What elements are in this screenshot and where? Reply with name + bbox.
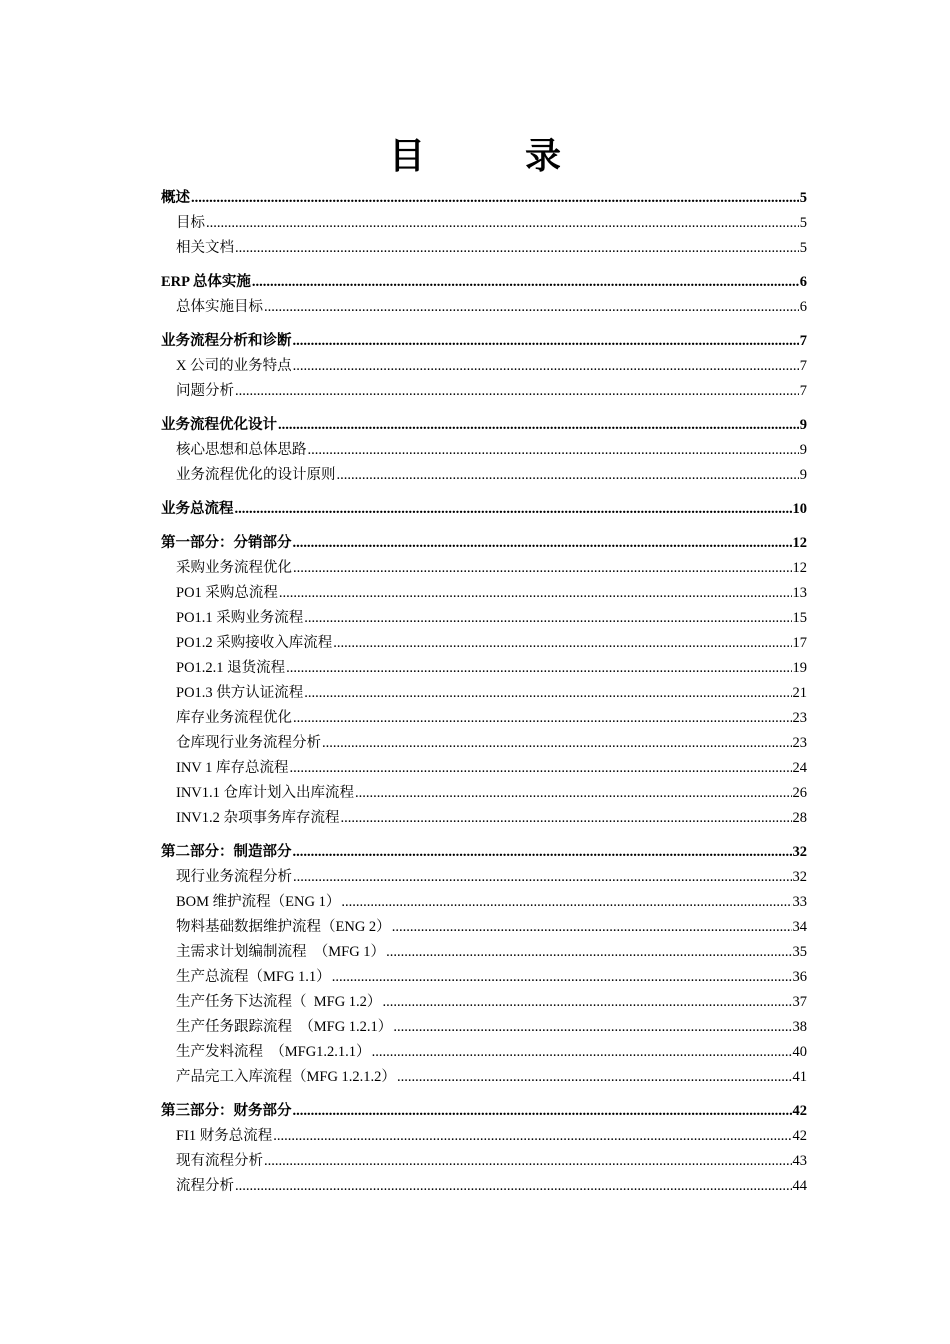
toc-page-number: 35 xyxy=(792,944,807,960)
toc-page-number: 23 xyxy=(792,710,807,726)
toc-entry-title: INV1.1 仓库计划入出库流程 xyxy=(176,785,355,801)
toc-subsection-entry[interactable] xyxy=(161,865,807,890)
toc-subsection-entry[interactable] xyxy=(161,1065,807,1090)
toc-page-number: 44 xyxy=(792,1178,807,1194)
toc-subsection-entry[interactable] xyxy=(161,1015,807,1040)
toc-dot-leader xyxy=(235,1174,792,1199)
toc-dot-leader xyxy=(264,295,799,320)
toc-dot-leader xyxy=(278,413,799,438)
toc-dot-leader xyxy=(304,681,791,706)
toc-page-number: 24 xyxy=(792,760,807,776)
toc-entry-title: FI1 财务总流程 xyxy=(176,1128,273,1144)
toc-entry-title: 仓库现行业务流程分析 xyxy=(176,735,321,751)
toc-page-number: 32 xyxy=(792,869,807,885)
toc-page-number: 26 xyxy=(792,785,807,801)
toc-page-number: 5 xyxy=(799,240,807,256)
toc-subsection-entry[interactable] xyxy=(161,965,807,990)
title-char-left: 目 xyxy=(388,136,425,177)
toc-subsection-entry[interactable] xyxy=(161,236,807,261)
toc-dot-leader xyxy=(341,806,792,831)
toc-subsection-entry[interactable] xyxy=(161,681,807,706)
toc-section-entry[interactable] xyxy=(161,329,807,354)
toc-page-number: 42 xyxy=(792,1103,807,1119)
toc-page-number: 33 xyxy=(792,894,807,910)
toc-dot-leader xyxy=(235,379,799,404)
table-of-contents xyxy=(161,186,807,1199)
toc-dot-leader xyxy=(293,531,792,556)
toc-dot-leader xyxy=(293,865,792,890)
toc-dot-leader xyxy=(304,606,791,631)
toc-subsection-entry[interactable] xyxy=(161,915,807,940)
toc-page-number: 17 xyxy=(792,635,807,651)
toc-subsection-entry[interactable] xyxy=(161,631,807,656)
toc-entry-title: PO1.3 供方认证流程 xyxy=(176,685,304,701)
toc-page-number: 9 xyxy=(799,417,807,433)
toc-dot-leader xyxy=(293,840,792,865)
toc-entry-title: 概述 xyxy=(161,190,190,206)
toc-subsection-entry[interactable] xyxy=(161,354,807,379)
toc-dot-leader xyxy=(322,731,792,756)
toc-subsection-entry[interactable] xyxy=(161,940,807,965)
toc-subsection-entry[interactable] xyxy=(161,1149,807,1174)
toc-entry-title: INV 1 库存总流程 xyxy=(176,760,289,776)
toc-section-entry[interactable] xyxy=(161,531,807,556)
toc-dot-leader xyxy=(382,990,791,1015)
toc-page-number: 7 xyxy=(799,333,807,349)
page-title xyxy=(0,128,950,179)
toc-dot-leader xyxy=(235,497,792,522)
toc-entry-title: 现行业务流程分析 xyxy=(176,869,292,885)
toc-dot-leader xyxy=(273,1124,791,1149)
toc-entry-title: 采购业务流程优化 xyxy=(176,560,292,576)
toc-subsection-entry[interactable] xyxy=(161,1124,807,1149)
toc-page-number: 9 xyxy=(799,467,807,483)
toc-page-number: 36 xyxy=(792,969,807,985)
toc-entry-title: 问题分析 xyxy=(176,383,234,399)
toc-page-number: 37 xyxy=(792,994,807,1010)
toc-dot-leader xyxy=(341,890,791,915)
toc-dot-leader xyxy=(286,656,791,681)
toc-dot-leader xyxy=(264,1149,792,1174)
toc-subsection-entry[interactable] xyxy=(161,1174,807,1199)
toc-section-entry[interactable] xyxy=(161,1099,807,1124)
toc-entry-title: PO1.2.1 退货流程 xyxy=(176,660,286,676)
toc-subsection-entry[interactable] xyxy=(161,1040,807,1065)
toc-entry-title: 生产总流程（MFG 1.1） xyxy=(176,969,331,985)
toc-entry-title: 流程分析 xyxy=(176,1178,234,1194)
toc-dot-leader xyxy=(386,940,791,965)
toc-subsection-entry[interactable] xyxy=(161,806,807,831)
toc-entry-title: PO1.1 采购业务流程 xyxy=(176,610,304,626)
toc-entry-title: 业务流程分析和诊断 xyxy=(161,333,292,349)
toc-subsection-entry[interactable] xyxy=(161,438,807,463)
toc-dot-leader xyxy=(279,581,792,606)
toc-entry-title: 总体实施目标 xyxy=(176,299,263,315)
toc-page-number: 43 xyxy=(792,1153,807,1169)
toc-section-entry[interactable] xyxy=(161,413,807,438)
toc-entry-title: PO1 采购总流程 xyxy=(176,585,278,601)
toc-dot-leader xyxy=(393,1015,791,1040)
toc-page-number: 41 xyxy=(792,1069,807,1085)
toc-dot-leader xyxy=(206,211,799,236)
toc-page-number: 12 xyxy=(792,560,807,576)
toc-entry-title: 业务流程优化设计 xyxy=(161,417,277,433)
toc-entry-title: 第一部分：分销部分 xyxy=(161,535,292,551)
toc-subsection-entry[interactable] xyxy=(161,581,807,606)
toc-dot-leader xyxy=(252,270,799,295)
toc-page-number: 9 xyxy=(799,442,807,458)
toc-section-entry[interactable] xyxy=(161,840,807,865)
toc-page-number: 38 xyxy=(792,1019,807,1035)
toc-entry-title: 第三部分：财务部分 xyxy=(161,1103,292,1119)
toc-entry-title: BOM 维护流程（ENG 1） xyxy=(176,894,341,910)
toc-subsection-entry[interactable] xyxy=(161,295,807,320)
toc-dot-leader xyxy=(337,463,799,488)
toc-entry-title: 生产任务跟踪流程 （MFG 1.2.1） xyxy=(176,1019,393,1035)
toc-entry-title: 核心思想和总体思路 xyxy=(176,442,307,458)
toc-dot-leader xyxy=(235,236,799,261)
toc-dot-leader xyxy=(293,556,792,581)
toc-entry-title: 库存业务流程优化 xyxy=(176,710,292,726)
toc-page-number: 12 xyxy=(792,535,807,551)
toc-page-number: 10 xyxy=(792,501,807,517)
toc-page-number: 13 xyxy=(792,585,807,601)
toc-page-number: 7 xyxy=(799,358,807,374)
toc-dot-leader xyxy=(191,186,799,211)
toc-page-number: 21 xyxy=(792,685,807,701)
toc-page-number: 5 xyxy=(799,190,807,206)
toc-page-number: 19 xyxy=(792,660,807,676)
toc-subsection-entry[interactable] xyxy=(161,990,807,1015)
toc-subsection-entry[interactable] xyxy=(161,890,807,915)
toc-dot-leader xyxy=(332,965,792,990)
toc-dot-leader xyxy=(293,354,799,379)
toc-subsection-entry[interactable] xyxy=(161,756,807,781)
toc-entry-title: 业务流程优化的设计原则 xyxy=(176,467,336,483)
toc-dot-leader xyxy=(355,781,791,806)
toc-page-number: 6 xyxy=(799,274,807,290)
toc-page-number: 5 xyxy=(799,215,807,231)
toc-entry-title: 现有流程分析 xyxy=(176,1153,263,1169)
toc-entry-title: 物料基础数据维护流程（ENG 2） xyxy=(176,919,391,935)
toc-entry-title: 主需求计划编制流程 （MFG 1） xyxy=(176,944,386,960)
toc-subsection-entry[interactable] xyxy=(161,211,807,236)
toc-page-number: 32 xyxy=(792,844,807,860)
toc-dot-leader xyxy=(333,631,791,656)
toc-entry-title: X 公司的业务特点 xyxy=(176,358,292,374)
toc-dot-leader xyxy=(293,329,799,354)
title-char-right: 录 xyxy=(525,136,562,177)
toc-dot-leader xyxy=(392,915,792,940)
toc-section-entry[interactable] xyxy=(161,270,807,295)
toc-subsection-entry[interactable] xyxy=(161,731,807,756)
toc-subsection-entry[interactable] xyxy=(161,556,807,581)
toc-entry-title: ERP 总体实施 xyxy=(161,274,251,290)
toc-subsection-entry[interactable] xyxy=(161,463,807,488)
toc-entry-title: 产品完工入库流程（MFG 1.2.1.2） xyxy=(176,1069,396,1085)
toc-entry-title: 生产发料流程 （MFG1.2.1.1） xyxy=(176,1044,371,1060)
toc-dot-leader xyxy=(372,1040,792,1065)
toc-subsection-entry[interactable] xyxy=(161,706,807,731)
toc-dot-leader xyxy=(290,756,792,781)
toc-entry-title: 生产任务下达流程（ MFG 1.2） xyxy=(176,994,382,1010)
toc-page-number: 34 xyxy=(792,919,807,935)
toc-entry-title: 业务总流程 xyxy=(161,501,234,517)
toc-subsection-entry[interactable] xyxy=(161,379,807,404)
toc-entry-title: 相关文档 xyxy=(176,240,234,256)
toc-page-number: 6 xyxy=(799,299,807,315)
toc-page-number: 15 xyxy=(792,610,807,626)
toc-dot-leader xyxy=(308,438,799,463)
toc-entry-title: INV1.2 杂项事务库存流程 xyxy=(176,810,340,826)
toc-page-number: 42 xyxy=(792,1128,807,1144)
toc-subsection-entry[interactable] xyxy=(161,781,807,806)
toc-entry-title: 目标 xyxy=(176,215,205,231)
toc-entry-title: PO1.2 采购接收入库流程 xyxy=(176,635,333,651)
toc-dot-leader xyxy=(293,706,792,731)
toc-section-entry[interactable] xyxy=(161,497,807,522)
toc-page-number: 7 xyxy=(799,383,807,399)
toc-page-number: 40 xyxy=(792,1044,807,1060)
toc-subsection-entry[interactable] xyxy=(161,606,807,631)
toc-dot-leader xyxy=(397,1065,792,1090)
toc-entry-title: 第二部分：制造部分 xyxy=(161,844,292,860)
toc-dot-leader xyxy=(293,1099,792,1124)
toc-section-entry[interactable] xyxy=(161,186,807,211)
toc-page-number: 23 xyxy=(792,735,807,751)
toc-page-number: 28 xyxy=(792,810,807,826)
toc-subsection-entry[interactable] xyxy=(161,656,807,681)
